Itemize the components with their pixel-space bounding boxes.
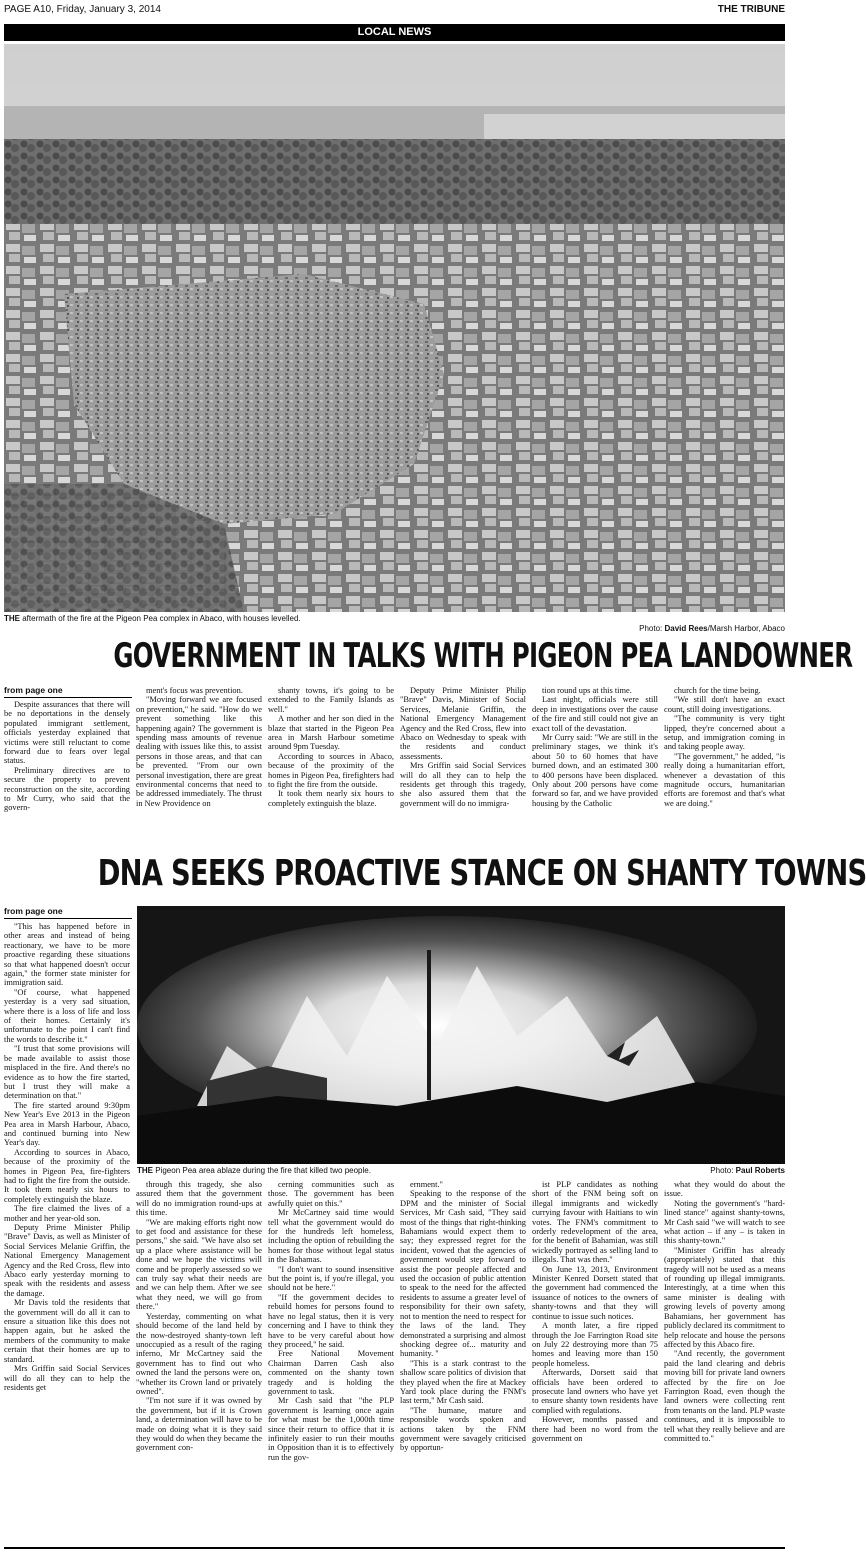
story-column: ernment." Speaking to the response of the DPM and the minister of Social Services, Mr Cash said, "They said most of the things that right-thinking Bahamians would expect them to say; they expressed regret for the incident, vowed that the agencies of government would step forward to assist the poor people affected and used the occasion of public attention to speak to the need for the affected residents to assume a greater level of responsibility for their own safety, not to mention the need to respect for the laws of the land. They demonstrated a surprising and almost shocking degree of... maturity and humanity. " "This is a stark contrast to the shallow scare politics of division that they played when the fire at Mackey Yard took place during the FNM's last term," Mr Cash said. "The humane, mature and responsible words spoken and actions taken by the FNM government were savagely criticised by opportun- [400, 1180, 526, 1453]
page-info: PAGE A10, Friday, January 3, 2014 [4, 4, 161, 15]
from-page-label: from page one [4, 906, 63, 916]
story-headline: DNA SEEKS PROACTIVE STANCE ON SHANTY TOWNS [97, 853, 866, 894]
section-banner: LOCAL NEWS [4, 24, 785, 41]
photo-caption: THE aftermath of the fire at the Pigeon Pea complex in Abaco, with houses levelled. [4, 614, 301, 623]
fire-night-photo [137, 906, 785, 1164]
publication-name: THE TRIBUNE [717, 4, 785, 15]
story-column: cerning communities such as those. The government has been awfully quiet on this." Mr McCartney said time would tell what the government would do for the hundreds left homeless, including the option of rebuilding the homes for those without legal status in the Bahamas. "I don't want to sound insensitive but the point is, if you're illegal, you should not be here." "If the government decides to rebuild homes for persons found to have no legal status, then it is very concerning and I have to think they have to be very careful about how they proceed," he said. Free National Movement Chairman Darren Cash also commented on the shanty town tragedy and is holding the government to task. Mr Cash said that "the PLP government is learning once again for what must be the 1,000th time since their return to office that it is infinitely easier to run their mouths in Opposition than it is to effectively run the gov- [268, 1180, 394, 1462]
masthead [4, 2, 785, 18]
story-headline: GOVERNMENT IN TALKS WITH PIGEON PEA LANDOWNER [113, 636, 853, 676]
story-column: tion round ups at this time. Last night, officials were still deep in investigations over the cause of the fire and still could not give an exact toll of the devastation. Mr Curry said: "We are still in the preliminary stages, we think it's about 50 to 60 homes that have burned down, and an estimated 300 to 400 persons have been displaced. Only about 200 persons have come forward so far, and we have provided housing by the Catholic [532, 686, 658, 808]
photo-credit: Photo: Paul Roberts [710, 1166, 785, 1175]
story-column: Despite assurances that there will be no deportations in the densely populated immigrant settlement, officials yesterday explained that victims were still reluctant to come forward due to fears over legal status. Preliminary directives are to secure the property to prevent reconstruction on the site, according to Mr Curry, who said that the govern- [4, 700, 130, 813]
story-column: church for the time being. "We still don't have an exact count, still doing investigations. "The community is very tight lipped, they're concerned about a setup, and immigration coming in and taking people away. "The government," he added, "is really doing a humanitarian effort, whenever a devastation of this magnitude occurs, humanitarian efforts are foremost and that's what we are doing." [664, 686, 785, 808]
aerial-fire-aftermath-photo [4, 44, 785, 612]
story-column: what they would do about the issue. Noting the government's "hard-lined stance" against shanty-towns, Mr Cash said "we will watch to see what action – if any – is taken in this shanty-town." "Minister Griffin has already (appropriately) stated that this tragedy will not be used as a means of rounding up illegal immigrants. Interestingly, at a time when this same minister is dealing with growing levels of poverty among Bahamians, her government has publicly declared its commitment to help relocate and house the persons affected by this Abaco fire. "And recently, the government paid the land clearing and debris moving bill for private land owners affected by the fire on Joe Farrington Road, even though the land owners were collecting rent from tenants on the land. PLP waste continues, and it is impossible to tell what they really believe and are committed to." [664, 1180, 785, 1443]
story-column: through this tragedy, she also assured them that the government will do no immigration round-ups at this time. "We are making efforts right now to get food and assistance for these persons," she said. "We have also set up a place where assistance will be done and we hope the victims will come and be properly assessed so we can truly say what their needs are and we can help them. After we see what they need, we will go from there." Yesterday, commenting on what should become of the land held by the now-destroyed shanty-town left unoccupied as a result of the raging inferno, Mr McCartney said the government has to find out who owned the land the persons were on, "whether its Crown land or privately owned". "I'm not sure if it was owned by the government, but if it is Crown land, a determination will have to be made on doing what it is they said they would do when they became the government con- [136, 1180, 262, 1453]
story-column: Deputy Prime Minister Philip "Brave" Davis, Minister of Social Services, Melanie Griffin, the National Emergency Management Agency and the Red Cross, flew into Abaco on Wednesday to speak with the residents and conduct assessments. Mrs Griffin said Social Services will do all they can to help the residents get through this tragedy, she also assured them that the government will do no immigra- [400, 686, 526, 808]
photo-caption: THE Pigeon Pea area ablaze during the fire that killed two people. [137, 1166, 371, 1175]
photo-credit: Photo: David Rees/Marsh Harbor, Abaco [639, 624, 785, 633]
story-column: ment's focus was prevention. "Moving forward we are focused on prevention," he said. "How do we prevent something like this happening again? The government is spending mass amounts of revenue dealing with issues like this, to assist persons in those areas, and that can be prevented. "From our own personal investigation, there are great environmental concerns that need to be addressed immediately. The thrust in New Providence on [136, 686, 262, 808]
story-column: "This has happened before in other areas and instead of being reactionary, we have to be more proactive regarding these situations so that what happened doesn't occur again," the former state minister for immigration said. "Of course, what happened yesterday is a very sad situation, where there is a loss of life and loss of their homes. Certainly it's unfortunate to the point I can't find the words to describe it." "I trust that some provisions will be made available to assist those misplaced in the fire. And there's no evidence as to how the fire started, but I trust they will make a determination on that." The fire started around 9:30pm New Year's Eve 2013 in the Pigeon Pea area in Marsh Harbour, Abaco, and continued burning into New Year's day. According to sources in Abaco, because of the proximity of the homes in Pigeon Pea, fire-fighters had to fight the fire from the outside. It took them nearly six hours to completely extinguish the blaze. The fire claimed the lives of a mother and her year-old son. Deputy Prime Minister Philip "Brave" Davis, as well as Minister of Social Services Melanie Griffin, the National Emergency Management Agency and the Red Cross, flew into Abaco early yesterday morning to speak with the residents and assess the damage. Mr Davis told the residents that the government will do all it can to ensure a situation like this does not happen again, but he asked the members of the community to make certain that their homes are up to standard. Mrs Griffin said Social Services will do all they can to help the residents get [4, 922, 130, 1392]
from-page-label: from page one [4, 685, 63, 695]
page-bottom-rule [4, 1547, 785, 1549]
story-column: shanty towns, it's going to be extended to the Family Islands as well." A mother and her son died in the blaze that started in the Pigeon Pea area in Marsh Harbour sometime around 9pm Tuesday. According to sources in Abaco, because of the proximity of the homes in Pigeon Pea, firefighters had to fight the fire from the outside. It took them nearly six hours to completely extinguish the blaze. [268, 686, 394, 808]
story-column: ist PLP candidates as nothing short of the FNM being soft on illegal immigrants and wickedly currying favour with Haitians to win votes. The FNM's commitment to orderly redevelopment of the area, for the benefit of Bahamian, was still wickedly portrayed as selling land to illegals. That was then." On June 13, 2013, Environment Minister Kenred Dorsett stated that the government had commenced the issuance of notices to the owners of shanty-towns and that they will continue to issue such notices. A month later, a fire ripped through the Joe Farrington Road site on July 22 destroying more than 75 homes and leaving more than 150 people homeless. Afterwards, Dorsett said that officials have been ordered to prosecute land owners who have yet to ensure shanty town residents have complied with regulations. However, months passed and there had been no word from the government on [532, 1180, 658, 1443]
